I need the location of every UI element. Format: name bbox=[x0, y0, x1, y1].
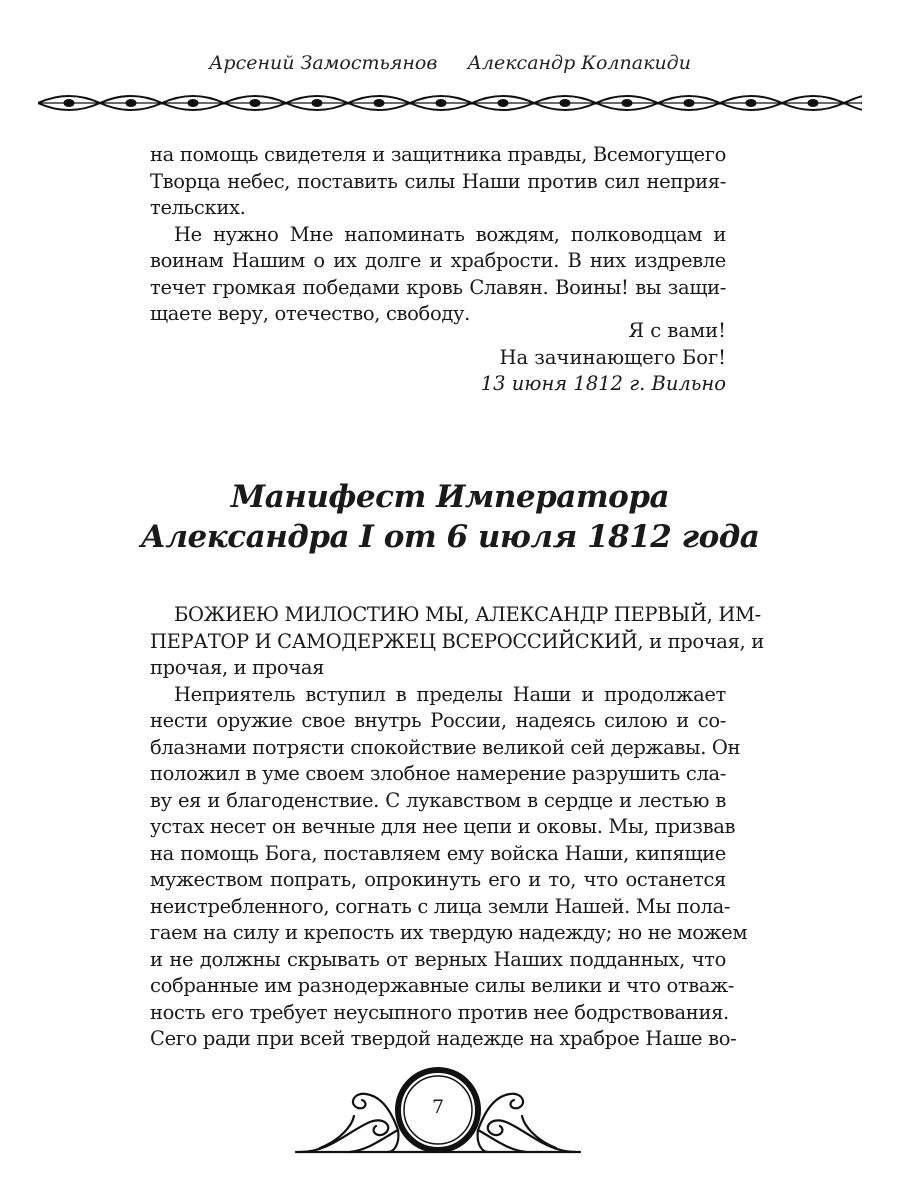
running-header bbox=[0, 52, 900, 74]
text-line: прочая, и прочая bbox=[150, 656, 325, 679]
text-line: ность его требует неусыпного против нее бодрствования. bbox=[150, 1000, 729, 1024]
signature-date: 13 июня 1812 г. Вильно bbox=[480, 372, 726, 395]
text-line: БОЖИЕЮ МИЛОСТИЮ МЫ, АЛЕКСАНДР ПЕРВЫЙ, ИМ- bbox=[174, 603, 761, 626]
section-title-line-2: Александра I от 6 июля 1812 года bbox=[140, 519, 760, 555]
text-line: и не должны скрывать от верных Наших подданных, что bbox=[150, 947, 726, 971]
text-line: мужеством попрать, опрокинуть его и то, что останется bbox=[150, 868, 726, 891]
text-line: нести оружие свое внутрь России, надеясь силою и со- bbox=[150, 709, 726, 732]
signature-block bbox=[481, 318, 726, 398]
text-line: тельских. bbox=[150, 196, 246, 219]
text-line: неистребленного, согнать с лица земли Нашей. Мы пола- bbox=[150, 894, 731, 918]
text-line: воинам Нашим о их долге и храбрости. В них издревле bbox=[150, 249, 726, 272]
text-line: течет громкая победами кровь Славян. Воины! вы защи- bbox=[150, 275, 726, 299]
signature-line-2: На зачинающего Бог! bbox=[499, 345, 726, 369]
signature-line-1: Я с вами! bbox=[628, 319, 726, 342]
section-title-line-1: Манифест Императора bbox=[230, 479, 670, 515]
text-line: устах несет он вечные для нее цепи и оковы. Мы, призвав bbox=[150, 815, 736, 838]
text-line: Сего ради при всей твердой надежде на храброе Наше во- bbox=[150, 1027, 737, 1050]
text-line: гаем на силу и крепость их твердую надежду; но не можем bbox=[150, 921, 748, 944]
text-line: на помощь свидетеля и защитника правды, Всемогущего bbox=[150, 143, 726, 166]
text-line: Не нужно Мне напоминать вождям, полководцам и bbox=[174, 222, 726, 246]
header-border-ornament bbox=[38, 86, 862, 120]
text-line: Неприятель вступил в пределы Наши и продолжает bbox=[174, 682, 726, 706]
author-name-1: Арсений Замостьянов bbox=[209, 52, 438, 74]
text-line: Творца небес, поставить силы Наши против сил неприя- bbox=[150, 169, 726, 193]
text-line: ПЕРАТОР И САМОДЕРЖЕЦ ВСЕРОССИЙСКИЙ, и прочая, и bbox=[150, 629, 764, 653]
text-line: щаете веру, отечество, свободу. bbox=[150, 302, 470, 325]
text-line: на помощь Бога, поставляем ему войска Наши, кипящие bbox=[150, 841, 726, 865]
text-line: ву ея и благоденствие. С лукавством в сердце и лестью в bbox=[150, 788, 726, 812]
top-text-block bbox=[150, 142, 726, 328]
text-line: положил в уме своем злобное намерение разрушить сла- bbox=[150, 762, 726, 785]
text-line: собранные им разнодержавные силы велики и что отваж- bbox=[150, 974, 735, 997]
section-title bbox=[0, 477, 900, 557]
author-name-2: Александр Колпакиди bbox=[467, 52, 691, 74]
manifesto-text-block bbox=[150, 602, 764, 1053]
text-line: блазнами потрясти спокойствие великой сей державы. Он bbox=[150, 735, 741, 759]
page-number: 7 bbox=[431, 1096, 445, 1118]
